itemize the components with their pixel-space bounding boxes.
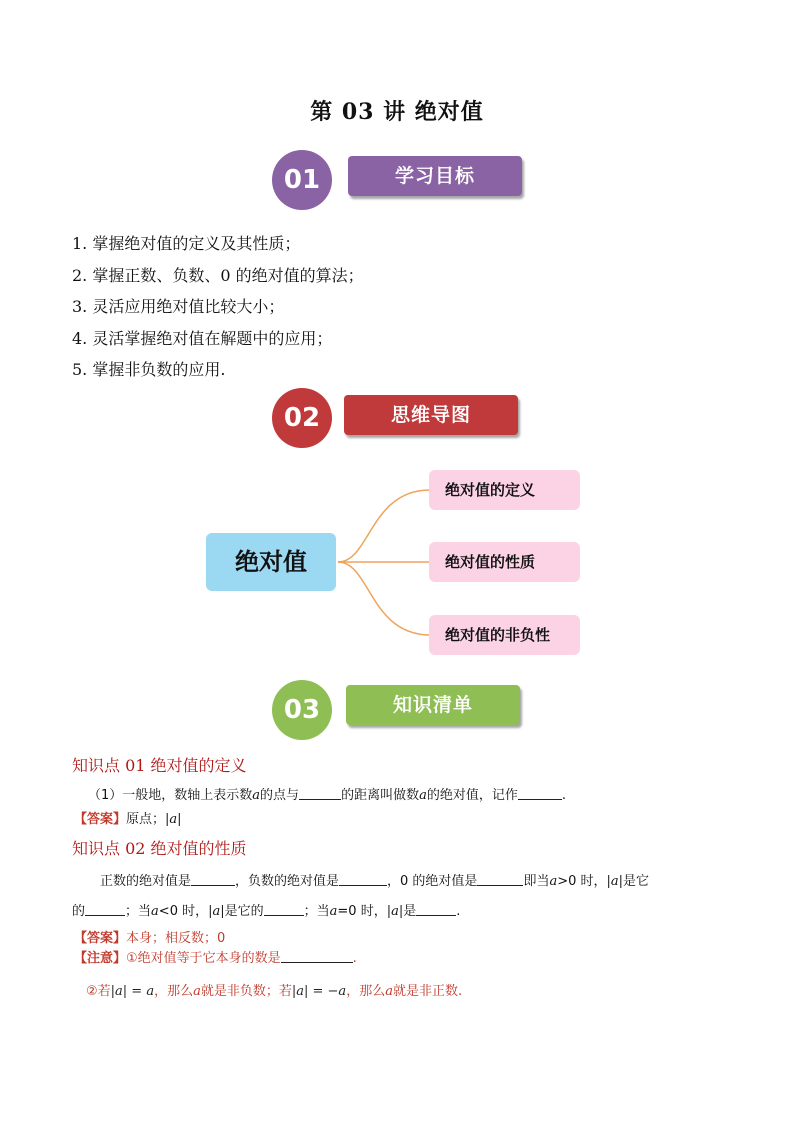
- badge-label: 思维导图: [344, 395, 518, 435]
- badge-number: 01: [283, 165, 321, 195]
- mindmap-root: 绝对值: [206, 533, 336, 591]
- knowledge-point-heading: 知识点 02 绝对值的性质: [72, 839, 247, 858]
- list-item: 3. 灵活应用绝对值比较大小；: [72, 297, 285, 316]
- kp2-answer: 【答案】本身；相反数；0: [74, 931, 226, 946]
- knowledge-point-heading: 知识点 01 绝对值的定义: [72, 756, 247, 775]
- list-item: 2. 掌握正数、负数、0 的绝对值的算法；: [72, 265, 364, 285]
- fill-blank: [191, 873, 235, 886]
- section-badge-mindmap: [272, 388, 522, 452]
- section-badge-goals: [272, 150, 522, 214]
- learning-goals-list: [72, 228, 364, 386]
- mindmap-node-nonnegativity: 绝对值的非负性: [429, 615, 580, 655]
- fill-blank: [281, 950, 353, 963]
- kp2-note-2: ②若|a| = a，那么a就是非负数；若|a| = −a，那么a就是非正数.: [86, 984, 463, 999]
- fill-blank: [416, 903, 456, 916]
- kp2-note-1: 【注意】①绝对值等于它本身的数是 .: [74, 951, 357, 966]
- mindmap-node-property: 绝对值的性质: [429, 542, 580, 582]
- kp1-answer: 【答案】原点；|a|: [74, 812, 182, 827]
- fill-blank: [85, 903, 125, 916]
- fill-blank: [477, 873, 523, 886]
- kp2-line-1: 正数的绝对值是 ，负数的绝对值是 ，0 的绝对值是 即当a>0 时，|a|是它: [100, 874, 650, 889]
- section-badge-knowledge: [272, 680, 522, 744]
- badge-label: 学习目标: [348, 156, 522, 196]
- fill-blank: [299, 787, 341, 800]
- list-item: 5. 掌握非负数的应用.: [72, 360, 226, 379]
- page-title: 第 03 讲 绝对值: [310, 99, 484, 125]
- list-item: 1. 掌握绝对值的定义及其性质；: [72, 234, 301, 253]
- fill-blank: [339, 873, 387, 886]
- kp1-question: （1）一般地，数轴上表示数a的点与 的距离叫做数a的绝对值，记作 .: [88, 788, 566, 803]
- list-item: 4. 灵活掌握绝对值在解题中的应用；: [72, 328, 333, 348]
- mindmap-node-definition: 绝对值的定义: [429, 470, 580, 510]
- mindmap-connectors: [330, 480, 440, 650]
- badge-number: 02: [283, 403, 321, 433]
- badge-label: 知识清单: [346, 685, 520, 725]
- fill-blank: [264, 903, 304, 916]
- kp2-line-2: 的 ；当a<0 时，|a|是它的 ；当a=0 时，|a|是 .: [72, 904, 461, 919]
- fill-blank: [518, 787, 562, 800]
- badge-number: 03: [283, 695, 321, 725]
